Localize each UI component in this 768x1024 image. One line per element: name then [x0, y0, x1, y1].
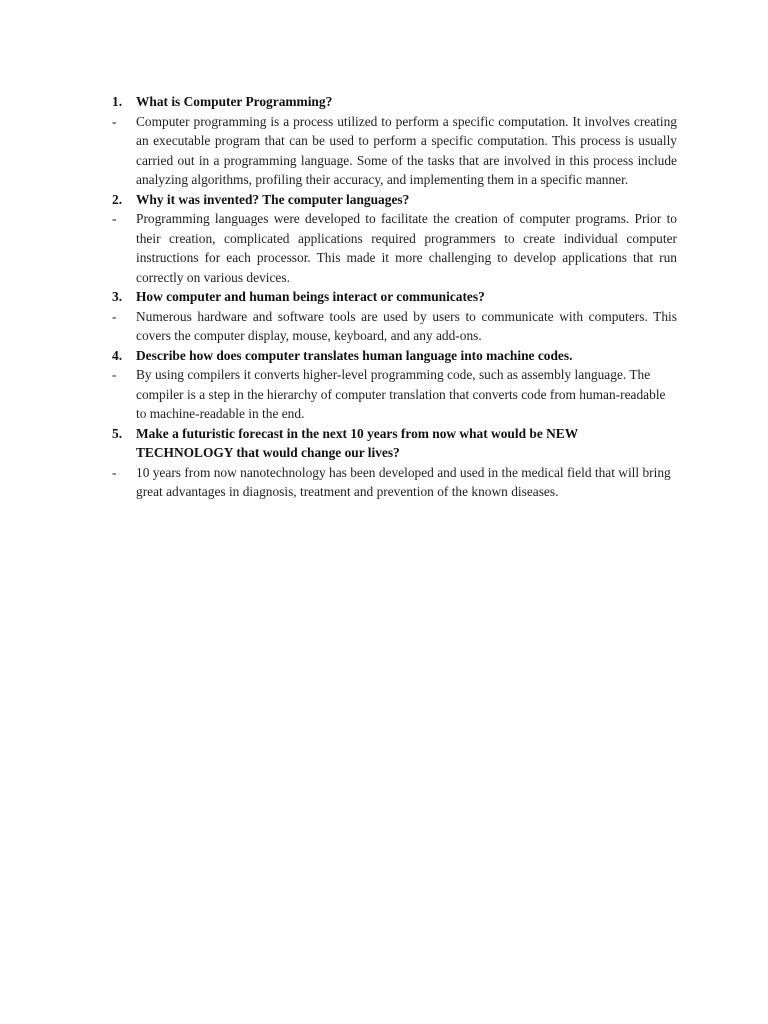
question-number: 4.: [112, 347, 123, 363]
answer-5: [112, 463, 677, 502]
question-text: How computer and human beings interact or communicates?: [136, 289, 485, 304]
question-4: [112, 346, 677, 366]
question-number: 2.: [112, 191, 123, 207]
question-text: Make a futuristic forecast in the next 10 years from now what would be NEW TECHNOLOGY that would change our lives?: [136, 425, 578, 460]
answer-text: Computer programming is a process utilized to perform a specific computation. It involves creating an executable program that can be used to perform a specific computation. This process is usually carried out in a programming language. Some of the tasks that are involved in this process include analyzing algorithms, profiling their accuracy, and implementing them in a specific manner.: [136, 113, 677, 187]
answer-text: By using compilers it converts higher-level programming code, such as assembly language. The compiler is a step in the hierarchy of computer translation that converts code from human-readable to machine-readable in the end.: [136, 367, 666, 421]
answer-dash: -: [112, 308, 117, 324]
answer-text: 10 years from now nanotechnology has been developed and used in the medical field that will bring great advantages in diagnosis, treatment and prevention of the known diseases.: [136, 464, 671, 499]
qa-list: [112, 92, 677, 502]
answer-text: Numerous hardware and software tools are used by users to communicate with computers. This covers the computer display, mouse, keyboard, and any add-ons.: [136, 308, 677, 343]
question-text: What is Computer Programming?: [136, 94, 333, 109]
question-5: [112, 424, 677, 463]
question-number: 3.: [112, 289, 123, 304]
answer-dash: -: [112, 113, 117, 129]
question-text: Why it was invented? The computer languages?: [136, 191, 410, 207]
answer-4: [112, 365, 677, 424]
question-2: [112, 190, 677, 210]
answer-3: [112, 307, 677, 346]
answer-1: [112, 112, 677, 190]
question-number: 5.: [112, 425, 123, 441]
question-text: Describe how does computer translates human language into machine codes.: [136, 347, 573, 363]
question-3: [112, 287, 677, 307]
answer-text: Programming languages were developed to facilitate the creation of computer programs. Prior to their creation, complicated applications required programmers to create individual computer instructions for each processor. This made it more challenging to develop applications that run correctly on various devices.: [136, 211, 677, 285]
question-number: 1.: [112, 94, 123, 109]
answer-dash: -: [112, 367, 117, 382]
question-1: [112, 92, 677, 112]
answer-dash: -: [112, 464, 117, 480]
answer-dash: -: [112, 211, 117, 226]
answer-2: [112, 209, 677, 287]
